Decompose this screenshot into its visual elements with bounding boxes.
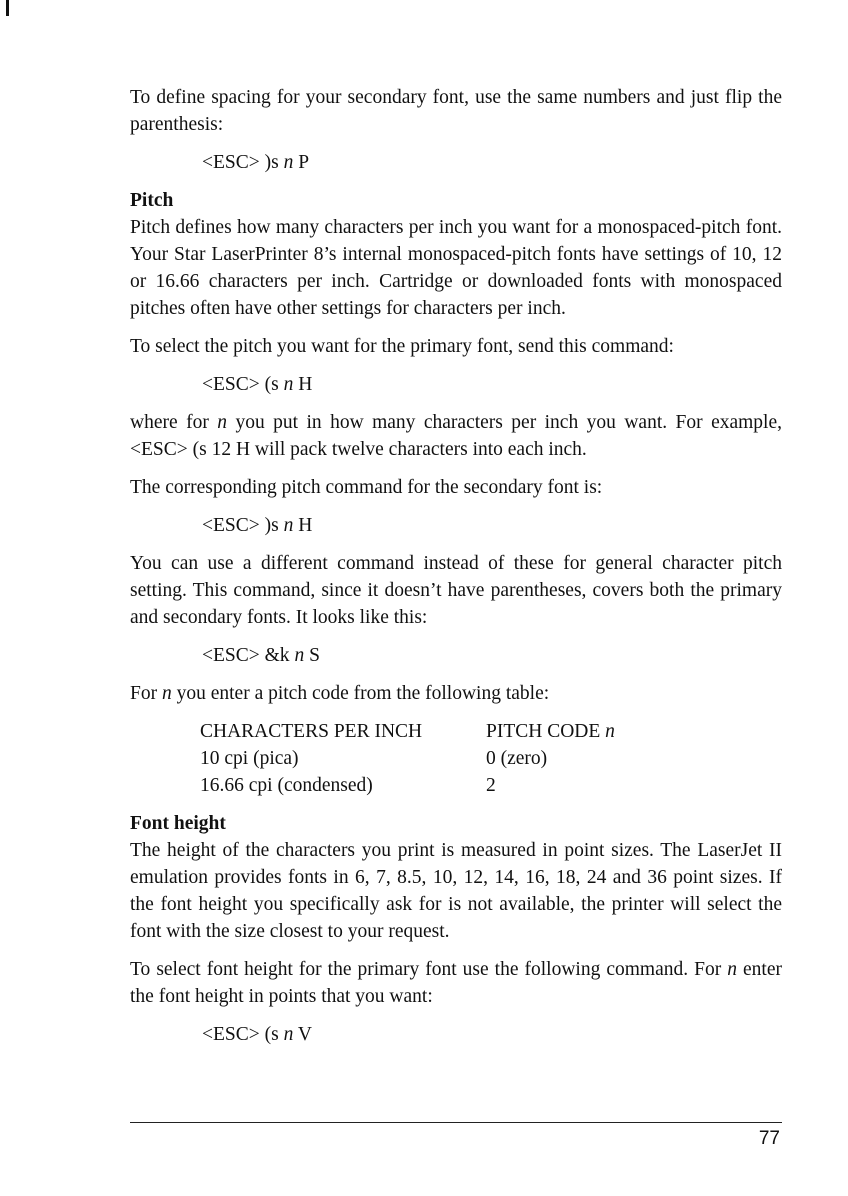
command-prefix: <ESC> (s: [202, 374, 279, 395]
pitch-select-paragraph: To select the pitch you want for the primary font, send this command:: [130, 336, 674, 357]
command-prefix: <ESC> )s: [202, 515, 279, 536]
command-variable: n: [294, 645, 305, 666]
cpi-cell: 10 cpi (pica): [200, 748, 299, 769]
footer-rule: [130, 1122, 782, 1123]
pitch-where-paragraph: [130, 409, 782, 463]
font-height-heading: Font height: [130, 813, 226, 834]
cpi-cell: 16.66 cpi (condensed): [200, 775, 373, 796]
command-suffix: V: [297, 1024, 312, 1045]
font-height-description: The height of the characters you print is measured in point sizes. The LaserJet II emulation provides fonts in 6, 7, 8.5, 10, 12, 14, 16, 18, 24 and 36 point sizes. If the font height you specifically ask for is not available, the printer will select the font with the size closest to your request.: [130, 840, 782, 942]
table-intro-end: you enter a pitch code from the following table:: [176, 683, 550, 704]
header-pitch-code-variable: n: [605, 721, 615, 742]
code-cell: 0 (zero): [486, 748, 548, 769]
page-edge-mark: [6, 0, 9, 16]
select-text-start: To select font height for the primary font use the following command. For: [130, 959, 722, 980]
command-variable: n: [283, 515, 294, 536]
header-cpi: CHARACTERS PER INCH: [200, 721, 423, 742]
font-height-command: [202, 1021, 782, 1048]
table-header-row: [200, 718, 615, 745]
page-number: 77: [758, 1128, 780, 1149]
command-suffix: H: [298, 515, 313, 536]
command-variable: n: [283, 374, 294, 395]
secondary-pitch-command: [202, 512, 782, 539]
pitch-heading: Pitch: [130, 190, 174, 211]
pitch-secondary-paragraph: The corresponding pitch command for the secondary font is:: [130, 477, 603, 498]
intro-paragraph: To define spacing for your secondary font, use the same numbers and just flip the parenthesis:: [130, 87, 782, 135]
code-cell: 2: [486, 775, 496, 796]
header-pitch-code-text: PITCH CODE: [486, 721, 601, 742]
primary-pitch-command: [202, 371, 782, 398]
table-row: [200, 772, 615, 799]
command-suffix: P: [298, 152, 310, 173]
page-body: [130, 84, 782, 1059]
where-text-start: where for: [130, 412, 209, 433]
command-variable: n: [283, 1024, 294, 1045]
select-variable: n: [727, 959, 737, 980]
table-row: [200, 745, 615, 772]
general-pitch-command: [202, 642, 782, 669]
pitch-general-paragraph: You can use a different command instead of these for general character pitch setting. This command, since it doesn’t have parentheses, covers both the primary and secondary fonts. It looks like this:: [130, 553, 782, 628]
header-pitch-code: [486, 718, 615, 745]
command-suffix: H: [298, 374, 313, 395]
font-height-select-paragraph: [130, 956, 782, 1010]
table-intro-start: For: [130, 683, 158, 704]
command-prefix: <ESC> (s: [202, 1024, 279, 1045]
command-prefix: <ESC> &k: [202, 645, 290, 666]
pitch-table-intro: [130, 680, 782, 707]
table-intro-variable: n: [161, 683, 172, 704]
secondary-spacing-command: [202, 149, 782, 176]
command-suffix: S: [309, 645, 320, 666]
select-text-end: enter the font height in points that you want:: [130, 959, 782, 1007]
where-text-end: you put in how many characters per inch you want. For example, <ESC> (s 12 H will pack twelve characters into each inch.: [130, 412, 783, 460]
where-variable: n: [217, 412, 227, 433]
command-prefix: <ESC> )s: [202, 152, 279, 173]
pitch-description: Pitch defines how many characters per inch you want for a monospaced-pitch font. Your Star LaserPrinter 8’s internal monospaced-pitch fonts have settings of 10, 12 or 16.66 characters per inch. Cartridge or downloaded fonts with monospaced pitches often have other settings for characters per inch.: [130, 217, 782, 319]
command-variable: n: [283, 152, 294, 173]
pitch-code-table: [200, 718, 615, 799]
